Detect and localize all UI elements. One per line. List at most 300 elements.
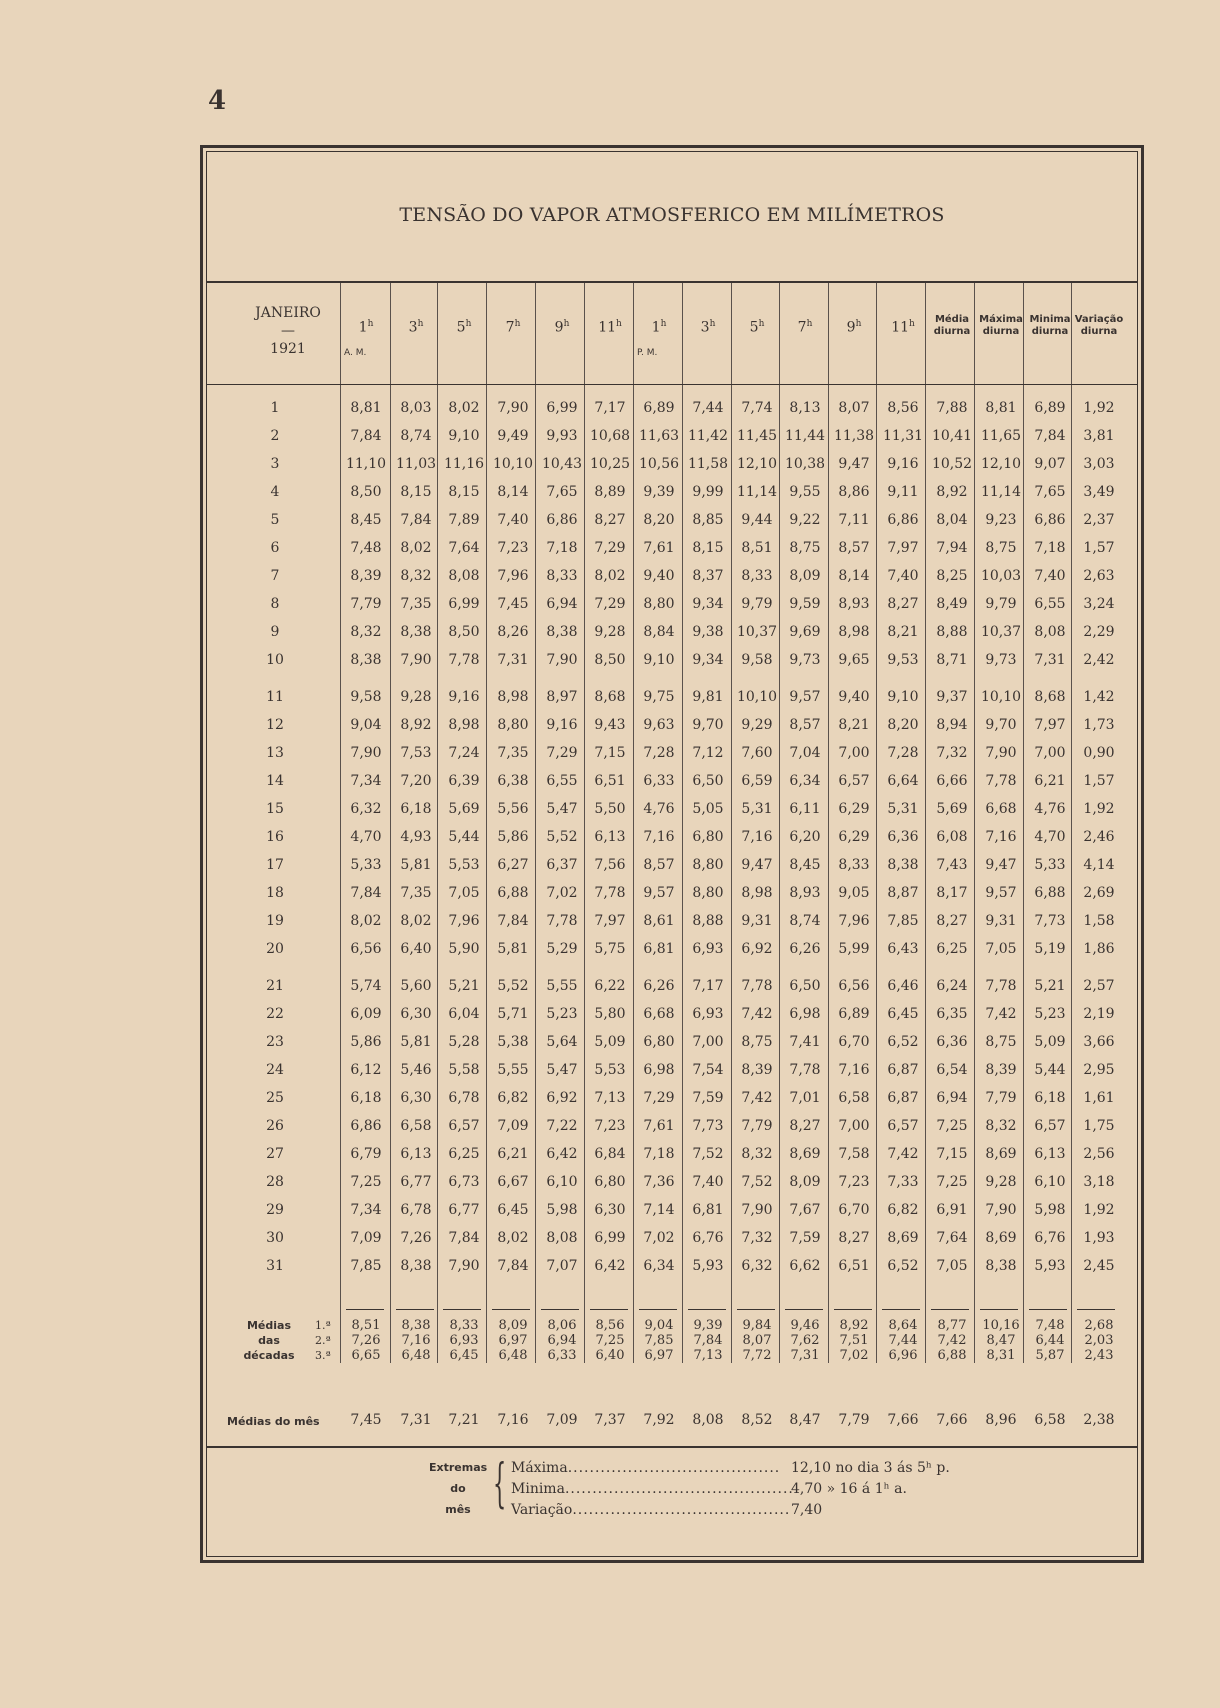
table-cell: 6,99 bbox=[594, 1230, 626, 1246]
table-cell: 7,90 bbox=[400, 652, 432, 668]
table-cell: 6,21 bbox=[1034, 773, 1066, 789]
table-cell: 7,73 bbox=[692, 1118, 724, 1134]
table-cell: 4,70 bbox=[350, 829, 382, 845]
day-number: 24 bbox=[266, 1062, 284, 1078]
table-cell: 6,09 bbox=[350, 1006, 382, 1022]
table-cell: 7,94 bbox=[936, 540, 968, 556]
table-cell: 6,99 bbox=[448, 596, 480, 612]
table-cell: 7,43 bbox=[936, 857, 968, 873]
table-cell: 8,93 bbox=[789, 885, 821, 901]
table-cell: 8,39 bbox=[985, 1062, 1017, 1078]
table-cell: 6,56 bbox=[838, 978, 870, 994]
table-cell: 6,52 bbox=[887, 1034, 919, 1050]
table-cell: 8,75 bbox=[789, 540, 821, 556]
table-cell: 8,27 bbox=[936, 913, 968, 929]
hour-header-number: 5 bbox=[749, 319, 759, 336]
extremes-label-3: mês bbox=[445, 1503, 471, 1516]
table-cell: 3,03 bbox=[1083, 456, 1115, 472]
table-cell: 12,10 bbox=[980, 456, 1022, 472]
table-cell: 7,96 bbox=[838, 913, 870, 929]
month-average-cell: 7,37 bbox=[594, 1412, 626, 1428]
decade-cell: 7,51 bbox=[839, 1333, 869, 1348]
month-average-cell: 6,58 bbox=[1034, 1412, 1066, 1428]
column-separator bbox=[737, 1309, 775, 1311]
table-cell: 1,73 bbox=[1083, 717, 1115, 733]
table-cell: 9,57 bbox=[643, 885, 675, 901]
table-cell: 8,02 bbox=[400, 913, 432, 929]
table-cell: 7,65 bbox=[1034, 484, 1066, 500]
table-cell: 8,04 bbox=[936, 512, 968, 528]
table-cell: 6,25 bbox=[448, 1146, 480, 1162]
decade-cell: 6,93 bbox=[449, 1333, 479, 1348]
day-number: 20 bbox=[266, 941, 284, 957]
table-cell: 9,16 bbox=[887, 456, 919, 472]
table-title: TENSÃO DO VAPOR ATMOSFERICO EM MILÍMETROS bbox=[399, 204, 945, 226]
table-cell: 8,81 bbox=[350, 400, 382, 416]
column-separator bbox=[882, 1309, 920, 1311]
table-cell: 1,92 bbox=[1083, 801, 1115, 817]
table-cell: 3,66 bbox=[1083, 1034, 1115, 1050]
table-cell: 9,11 bbox=[887, 484, 919, 500]
table-cell: 6,89 bbox=[643, 400, 675, 416]
table-cell: 8,69 bbox=[985, 1146, 1017, 1162]
table-cell: 3,49 bbox=[1083, 484, 1115, 500]
table-cell: 5,21 bbox=[1034, 978, 1066, 994]
hour-header-number: 7 bbox=[505, 319, 515, 336]
day-number: 11 bbox=[266, 689, 284, 705]
table-cell: 7,16 bbox=[741, 829, 773, 845]
table-cell: 8,38 bbox=[985, 1258, 1017, 1274]
table-cell: 7,48 bbox=[350, 540, 382, 556]
table-cell: 8,80 bbox=[692, 857, 724, 873]
table-cell: 9,65 bbox=[838, 652, 870, 668]
table-cell: 8,33 bbox=[546, 568, 578, 584]
decade-cell: 8,38 bbox=[401, 1318, 431, 1333]
day-number: 3 bbox=[270, 456, 280, 472]
column-separator bbox=[492, 1309, 530, 1311]
page-number: 4 bbox=[208, 86, 227, 116]
table-cell: 9,57 bbox=[985, 885, 1017, 901]
day-number: 6 bbox=[270, 540, 280, 556]
hour-header bbox=[684, 317, 732, 335]
table-cell: 7,79 bbox=[985, 1090, 1017, 1106]
table-cell: 7,89 bbox=[448, 512, 480, 528]
table-row bbox=[207, 937, 1137, 965]
decade-cell: 9,46 bbox=[790, 1318, 820, 1333]
table-cell: 6,56 bbox=[350, 941, 382, 957]
table-cell: 11,03 bbox=[395, 456, 437, 472]
table-cell: 8,39 bbox=[350, 568, 382, 584]
decade-cell: 9,84 bbox=[742, 1318, 772, 1333]
table-cell: 8,17 bbox=[936, 885, 968, 901]
table-cell: 5,47 bbox=[546, 801, 578, 817]
table-cell: 11,63 bbox=[638, 428, 680, 444]
table-cell: 2,69 bbox=[1083, 885, 1115, 901]
table-cell: 7,59 bbox=[692, 1090, 724, 1106]
table-cell: 5,33 bbox=[350, 857, 382, 873]
month-average-cell: 8,52 bbox=[741, 1412, 773, 1428]
table-cell: 10,03 bbox=[980, 568, 1022, 584]
hour-header-number: 9 bbox=[846, 319, 856, 336]
table-row bbox=[207, 480, 1137, 508]
day-number: 4 bbox=[270, 484, 280, 500]
table-cell: 7,64 bbox=[448, 540, 480, 556]
table-cell: 7,78 bbox=[741, 978, 773, 994]
table-cell: 9,04 bbox=[350, 717, 382, 733]
table-cell: 8,92 bbox=[400, 717, 432, 733]
table-cell: 7,84 bbox=[448, 1230, 480, 1246]
table-cell: 6,82 bbox=[497, 1090, 529, 1106]
table-cell: 7,05 bbox=[936, 1258, 968, 1274]
day-number: 31 bbox=[266, 1258, 284, 1274]
table-cell: 6,24 bbox=[936, 978, 968, 994]
day-number: 19 bbox=[266, 913, 284, 929]
table-cell: 8,57 bbox=[838, 540, 870, 556]
table-cell: 6,45 bbox=[497, 1202, 529, 1218]
hour-header-number: 3 bbox=[700, 319, 710, 336]
table-cell: 7,20 bbox=[400, 773, 432, 789]
table-cell: 5,09 bbox=[1034, 1034, 1066, 1050]
table-cell: 7,84 bbox=[400, 512, 432, 528]
table-cell: 7,90 bbox=[985, 1202, 1017, 1218]
table-cell: 7,23 bbox=[594, 1118, 626, 1134]
table-cell: 6,43 bbox=[887, 941, 919, 957]
month-average-cell: 7,66 bbox=[936, 1412, 968, 1428]
table-cell: 7,25 bbox=[936, 1174, 968, 1190]
table-cell: 5,44 bbox=[448, 829, 480, 845]
table-cell: 9,07 bbox=[1034, 456, 1066, 472]
table-cell: 7,78 bbox=[594, 885, 626, 901]
day-number: 25 bbox=[266, 1090, 284, 1106]
table-cell: 8,74 bbox=[789, 913, 821, 929]
table-cell: 8,32 bbox=[350, 624, 382, 640]
table-cell: 11,45 bbox=[736, 428, 778, 444]
table-cell: 8,27 bbox=[789, 1118, 821, 1134]
table-cell: 6,32 bbox=[741, 1258, 773, 1274]
table-cell: 11,58 bbox=[687, 456, 729, 472]
extremes-label-1: Extremas bbox=[429, 1461, 488, 1474]
table-cell: 6,82 bbox=[887, 1202, 919, 1218]
stat-header-line-2: diurna bbox=[1080, 326, 1118, 337]
table-cell: 8,57 bbox=[643, 857, 675, 873]
decade-cell: 6,45 bbox=[449, 1348, 479, 1363]
table-cell: 9,28 bbox=[400, 689, 432, 705]
table-cell: 7,45 bbox=[497, 596, 529, 612]
table-cell: 8,02 bbox=[400, 540, 432, 556]
table-cell: 7,22 bbox=[546, 1118, 578, 1134]
table-cell: 8,75 bbox=[985, 540, 1017, 556]
table-cell: 5,86 bbox=[350, 1034, 382, 1050]
table-cell: 8,27 bbox=[838, 1230, 870, 1246]
table-cell: 8,27 bbox=[594, 512, 626, 528]
table-cell: 8,13 bbox=[789, 400, 821, 416]
decade-cell: 5,87 bbox=[1035, 1348, 1065, 1363]
table-cell: 3,18 bbox=[1083, 1174, 1115, 1190]
table-cell: 6,50 bbox=[789, 978, 821, 994]
table-cell: 6,93 bbox=[692, 1006, 724, 1022]
table-cell: 8,50 bbox=[448, 624, 480, 640]
header-rule bbox=[207, 384, 1137, 385]
table-cell: 6,42 bbox=[594, 1258, 626, 1274]
hour-header-suffix: h bbox=[806, 319, 813, 329]
month-dash: — bbox=[281, 323, 295, 339]
table-cell: 2,29 bbox=[1083, 624, 1115, 640]
table-cell: 6,30 bbox=[594, 1202, 626, 1218]
decade-cell: 8,07 bbox=[742, 1333, 772, 1348]
table-cell: 7,00 bbox=[838, 1118, 870, 1134]
day-number: 13 bbox=[266, 745, 284, 761]
hour-header-suffix: h bbox=[616, 319, 622, 329]
table-cell: 3,24 bbox=[1083, 596, 1115, 612]
table-cell: 9,34 bbox=[692, 596, 724, 612]
table-cell: 6,78 bbox=[400, 1202, 432, 1218]
stat-header-line-1: Máxima bbox=[979, 314, 1023, 325]
day-number: 7 bbox=[270, 568, 280, 584]
table-cell: 2,95 bbox=[1083, 1062, 1115, 1078]
day-number: 12 bbox=[266, 717, 284, 733]
table-cell: 7,42 bbox=[985, 1006, 1017, 1022]
table-cell: 5,69 bbox=[448, 801, 480, 817]
table-cell: 10,38 bbox=[784, 456, 826, 472]
table-cell: 5,09 bbox=[594, 1034, 626, 1050]
table-cell: 6,13 bbox=[594, 829, 626, 845]
table-cell: 8,21 bbox=[887, 624, 919, 640]
extremes-label bbox=[429, 1457, 487, 1520]
table-cell: 5,93 bbox=[1034, 1258, 1066, 1274]
table-cell: 11,16 bbox=[443, 456, 485, 472]
day-number: 8 bbox=[270, 596, 280, 612]
table-cell: 9,31 bbox=[985, 913, 1017, 929]
table-cell: 9,58 bbox=[741, 652, 773, 668]
table-cell: 7,09 bbox=[497, 1118, 529, 1134]
table-cell: 6,10 bbox=[1034, 1174, 1066, 1190]
table-row bbox=[207, 508, 1137, 536]
table-cell: 8,20 bbox=[643, 512, 675, 528]
table-cell: 6,29 bbox=[838, 801, 870, 817]
table-cell: 8,45 bbox=[789, 857, 821, 873]
decade-cell: 7,26 bbox=[351, 1333, 381, 1348]
table-cell: 6,30 bbox=[400, 1006, 432, 1022]
table-cell: 6,26 bbox=[643, 978, 675, 994]
table-cell: 7,85 bbox=[350, 1258, 382, 1274]
table-cell: 5,55 bbox=[546, 978, 578, 994]
table-cell: 4,14 bbox=[1083, 857, 1115, 873]
table-cell: 8,71 bbox=[936, 652, 968, 668]
table-cell: 11,14 bbox=[980, 484, 1022, 500]
table-cell: 7,32 bbox=[741, 1230, 773, 1246]
table-cell: 11,65 bbox=[980, 428, 1022, 444]
table-cell: 6,18 bbox=[400, 801, 432, 817]
table-cell: 7,61 bbox=[643, 1118, 675, 1134]
day-number: 18 bbox=[266, 885, 284, 901]
table-cell: 7,78 bbox=[985, 773, 1017, 789]
table-cell: 8,33 bbox=[741, 568, 773, 584]
table-cell: 10,25 bbox=[589, 456, 631, 472]
table-cell: 8,15 bbox=[400, 484, 432, 500]
table-cell: 5,28 bbox=[448, 1034, 480, 1050]
decade-cell: 8,31 bbox=[986, 1348, 1016, 1363]
table-cell: 7,90 bbox=[350, 745, 382, 761]
table-cell: 7,35 bbox=[497, 745, 529, 761]
table-cell: 8,98 bbox=[838, 624, 870, 640]
table-cell: 6,51 bbox=[838, 1258, 870, 1274]
day-number: 2 bbox=[270, 428, 280, 444]
table-cell: 7,42 bbox=[741, 1090, 773, 1106]
table-cell: 7,61 bbox=[643, 540, 675, 556]
table-cell: 9,55 bbox=[789, 484, 821, 500]
table-cell: 8,25 bbox=[936, 568, 968, 584]
table-cell: 7,31 bbox=[497, 652, 529, 668]
table-cell: 6,29 bbox=[838, 829, 870, 845]
table-cell: 6,99 bbox=[546, 400, 578, 416]
table-cell: 7,02 bbox=[643, 1230, 675, 1246]
decade-cell: 8,51 bbox=[351, 1318, 381, 1333]
table-cell: 5,53 bbox=[594, 1062, 626, 1078]
table-cell: 7,07 bbox=[546, 1258, 578, 1274]
table-cell: 6,92 bbox=[546, 1090, 578, 1106]
table-cell: 7,34 bbox=[350, 1202, 382, 1218]
table-cell: 6,78 bbox=[448, 1090, 480, 1106]
table-cell: 5,75 bbox=[594, 941, 626, 957]
table-cell: 7,24 bbox=[448, 745, 480, 761]
column-separator bbox=[541, 1309, 579, 1311]
table-cell: 8,45 bbox=[350, 512, 382, 528]
decade-cell: 6,96 bbox=[888, 1348, 918, 1363]
table-cell: 9,16 bbox=[546, 717, 578, 733]
table-cell: 1,58 bbox=[1083, 913, 1115, 929]
table-cell: 0,90 bbox=[1083, 745, 1115, 761]
table-cell: 6,81 bbox=[643, 941, 675, 957]
decade-cell: 6,48 bbox=[498, 1348, 528, 1363]
table-cell: 9,49 bbox=[497, 428, 529, 444]
day-number: 9 bbox=[270, 624, 280, 640]
decade-cell: 7,13 bbox=[693, 1348, 723, 1363]
stat-header-line-2: diurna bbox=[933, 326, 971, 337]
table-cell: 6,89 bbox=[838, 1006, 870, 1022]
extreme-var-line: Variação........................................ bbox=[511, 1502, 791, 1518]
table-row bbox=[207, 741, 1137, 769]
table-row bbox=[207, 1030, 1137, 1058]
table-cell: 7,84 bbox=[350, 885, 382, 901]
decade-cell: 8,06 bbox=[547, 1318, 577, 1333]
table-cell: 8,38 bbox=[546, 624, 578, 640]
table-cell: 6,73 bbox=[448, 1174, 480, 1190]
table-cell: 7,05 bbox=[985, 941, 1017, 957]
table-cell: 6,94 bbox=[936, 1090, 968, 1106]
hour-header-suffix: h bbox=[855, 319, 862, 329]
table-cell: 7,85 bbox=[887, 913, 919, 929]
table-cell: 7,40 bbox=[1034, 568, 1066, 584]
table-cell: 7,35 bbox=[400, 596, 432, 612]
title-rule bbox=[207, 281, 1137, 283]
table-cell: 9,16 bbox=[448, 689, 480, 705]
table-cell: 5,44 bbox=[1034, 1062, 1066, 1078]
table-row bbox=[207, 1198, 1137, 1226]
table-cell: 7,59 bbox=[789, 1230, 821, 1246]
table-inner bbox=[206, 151, 1138, 1557]
decade-cell: 7,16 bbox=[401, 1333, 431, 1348]
table-cell: 9,10 bbox=[887, 689, 919, 705]
table-cell: 6,08 bbox=[936, 829, 968, 845]
table-cell: 7,90 bbox=[546, 652, 578, 668]
column-separator bbox=[1077, 1309, 1115, 1311]
decade-cell: 7,31 bbox=[790, 1348, 820, 1363]
decade-cell: 7,85 bbox=[644, 1333, 674, 1348]
table-cell: 2,42 bbox=[1083, 652, 1115, 668]
hour-header-suffix: h bbox=[465, 319, 472, 329]
table-cell: 6,59 bbox=[741, 773, 773, 789]
table-cell: 6,54 bbox=[936, 1062, 968, 1078]
table-cell: 9,31 bbox=[741, 913, 773, 929]
table-cell: 7,17 bbox=[692, 978, 724, 994]
hour-header-number: 5 bbox=[456, 319, 466, 336]
table-cell: 6,45 bbox=[887, 1006, 919, 1022]
table-cell: 9,79 bbox=[985, 596, 1017, 612]
table-cell: 7,90 bbox=[985, 745, 1017, 761]
bottom-rule bbox=[207, 1446, 1137, 1448]
table-cell: 7,16 bbox=[838, 1062, 870, 1078]
table-cell: 9,28 bbox=[594, 624, 626, 640]
table-cell: 6,04 bbox=[448, 1006, 480, 1022]
table-cell: 8,02 bbox=[350, 913, 382, 929]
table-cell: 2,57 bbox=[1083, 978, 1115, 994]
table-cell: 9,40 bbox=[838, 689, 870, 705]
table-cell: 2,37 bbox=[1083, 512, 1115, 528]
extremes-label-2: do bbox=[450, 1482, 466, 1495]
table-cell: 7,40 bbox=[497, 512, 529, 528]
decade-cell: 6,97 bbox=[644, 1348, 674, 1363]
table-cell: 9,34 bbox=[692, 652, 724, 668]
table-cell: 9,57 bbox=[789, 689, 821, 705]
decade-cell: 7,72 bbox=[742, 1348, 772, 1363]
table-cell: 7,28 bbox=[643, 745, 675, 761]
table-cell: 5,19 bbox=[1034, 941, 1066, 957]
table-cell: 8,75 bbox=[985, 1034, 1017, 1050]
table-row bbox=[207, 881, 1137, 909]
table-cell: 6,55 bbox=[1034, 596, 1066, 612]
table-cell: 7,26 bbox=[400, 1230, 432, 1246]
column-separator bbox=[980, 1309, 1018, 1311]
table-cell: 9,93 bbox=[546, 428, 578, 444]
decade-cell: 6,44 bbox=[1035, 1333, 1065, 1348]
table-cell: 7,05 bbox=[448, 885, 480, 901]
table-cell: 8,68 bbox=[1034, 689, 1066, 705]
table-cell: 7,84 bbox=[497, 1258, 529, 1274]
month-average-cell: 7,31 bbox=[400, 1412, 432, 1428]
table-row bbox=[207, 797, 1137, 825]
hour-header-number: 9 bbox=[554, 319, 564, 336]
hour-header bbox=[781, 317, 829, 335]
table-cell: 6,21 bbox=[497, 1146, 529, 1162]
table-cell: 7,09 bbox=[350, 1230, 382, 1246]
decade-cell: 6,40 bbox=[595, 1348, 625, 1363]
table-cell: 7,53 bbox=[400, 745, 432, 761]
table-cell: 8,51 bbox=[741, 540, 773, 556]
extreme-var-value: 7,40 bbox=[791, 1502, 823, 1518]
table-row bbox=[207, 564, 1137, 592]
table-cell: 7,23 bbox=[497, 540, 529, 556]
table-cell: 7,88 bbox=[936, 400, 968, 416]
table-cell: 10,10 bbox=[736, 689, 778, 705]
table-cell: 8,27 bbox=[887, 596, 919, 612]
table-row bbox=[207, 825, 1137, 853]
month-average-cell: 7,92 bbox=[643, 1412, 675, 1428]
day-number: 21 bbox=[266, 978, 284, 994]
table-cell: 9,44 bbox=[741, 512, 773, 528]
table-cell: 8,75 bbox=[741, 1034, 773, 1050]
table-cell: 8,88 bbox=[692, 913, 724, 929]
table-cell: 6,81 bbox=[692, 1202, 724, 1218]
